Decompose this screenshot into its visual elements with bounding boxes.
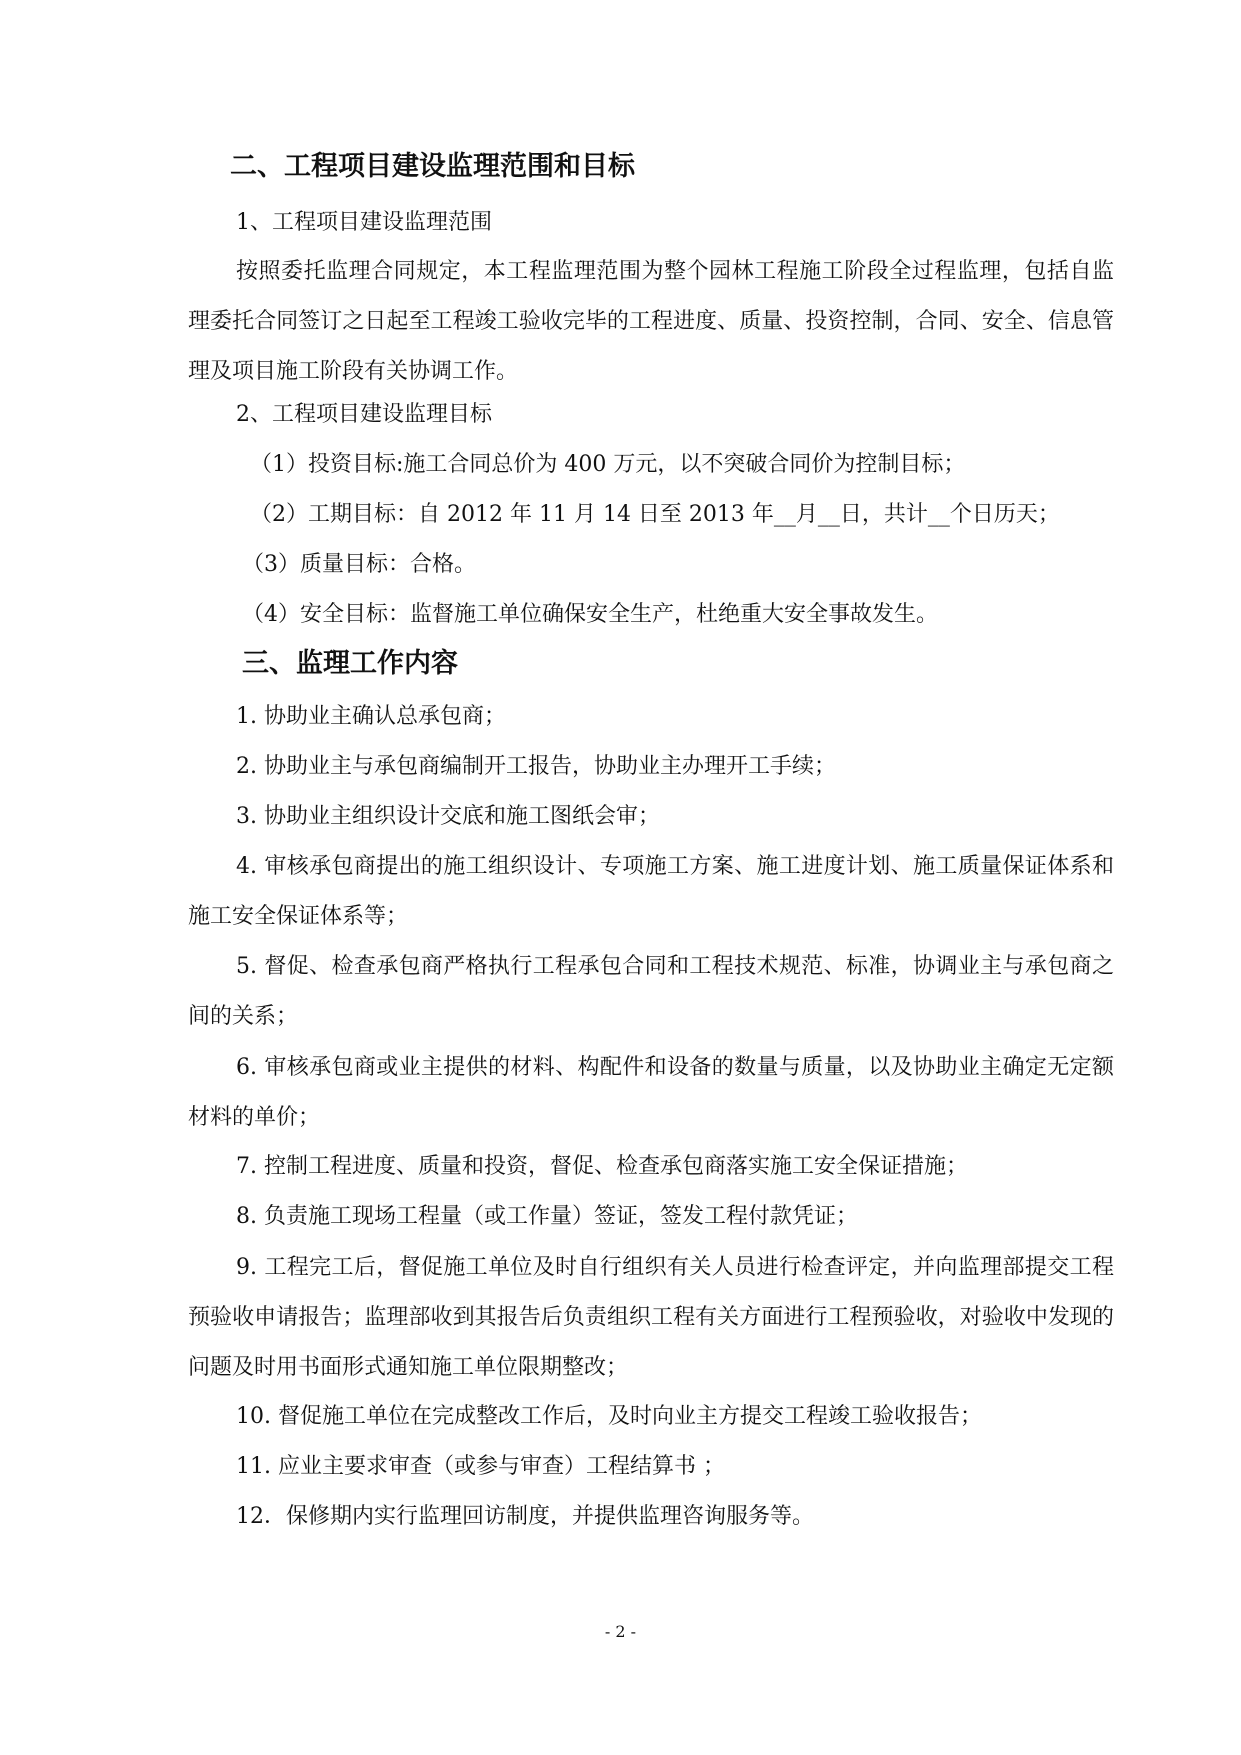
work-item-6: 6. 审核承包商或业主提供的材料、构配件和设备的数量与质量，以及协助业主确定无定额材料的单价； (188, 1055, 1114, 1130)
work-item-10: 10. 督促施工单位在完成整改工作后，及时向业主方提交工程竣工验收报告； (236, 1404, 982, 1429)
work-item-8: 8. 负责施工现场工程量（或工作量）签证，签发工程付款凭证； (236, 1204, 858, 1229)
goal-investment: （1）投资目标:施工合同总价为 400 万元，以不突破合同价为控制目标； (250, 452, 966, 477)
section-heading-work-content: 三、监理工作内容 (242, 648, 458, 679)
work-item-7: 7. 控制工程进度、质量和投资，督促、检查承包商落实施工安全保证措施； (236, 1154, 968, 1179)
page-number: - 2 - (604, 1622, 637, 1641)
work-item-2: 2. 协助业主与承包商编制开工报告，协助业主办理开工手续； (236, 754, 836, 779)
goal-schedule: （2）工期目标：自 2012 年 11 月 14 日至 2013 年__月__日，共计__个日历天； (250, 502, 1060, 527)
work-item-11: 11. 应业主要求审查（或参与审查）工程结算书 ； (236, 1454, 725, 1479)
section-heading-scope-goals: 二、工程项目建设监理范围和目标 (230, 151, 635, 182)
work-item-1: 1. 协助业主确认总承包商； (236, 704, 506, 729)
subsection-title-scope: 1、工程项目建设监理范围 (236, 210, 492, 235)
work-item-12: 12．保修期内实行监理回访制度，并提供监理咨询服务等。 (236, 1504, 814, 1529)
goal-safety: （4）安全目标：监督施工单位确保安全生产，杜绝重大安全事故发生。 (242, 602, 938, 627)
work-item-9: 9. 工程完工后，督促施工单位及时自行组织有关人员进行检查评定，并向监理部提交工程预验收申请报告；监理部收到其报告后负责组织工程有关方面进行工程预验收，对验收中发现的问题及时用书面形式通知施工单位限期整改； (188, 1255, 1114, 1380)
work-item-3: 3. 协助业主组织设计交底和施工图纸会审； (236, 804, 660, 829)
goal-quality: （3）质量目标：合格。 (242, 552, 476, 577)
subsection-title-goals: 2、工程项目建设监理目标 (236, 402, 492, 427)
work-item-4: 4. 审核承包商提出的施工组织设计、专项施工方案、施工进度计划、施工质量保证体系和施工安全保证体系等； (188, 854, 1114, 929)
scope-paragraph: 按照委托监理合同规定，本工程监理范围为整个园林工程施工阶段全过程监理，包括自监理委托合同签订之日起至工程竣工验收完毕的工程进度、质量、投资控制，合同、安全、信息管理及项目施工阶段有关协调工作。 (188, 259, 1114, 384)
work-item-5: 5. 督促、检查承包商严格执行工程承包合同和工程技术规范、标准，协调业主与承包商之间的关系； (188, 954, 1114, 1029)
